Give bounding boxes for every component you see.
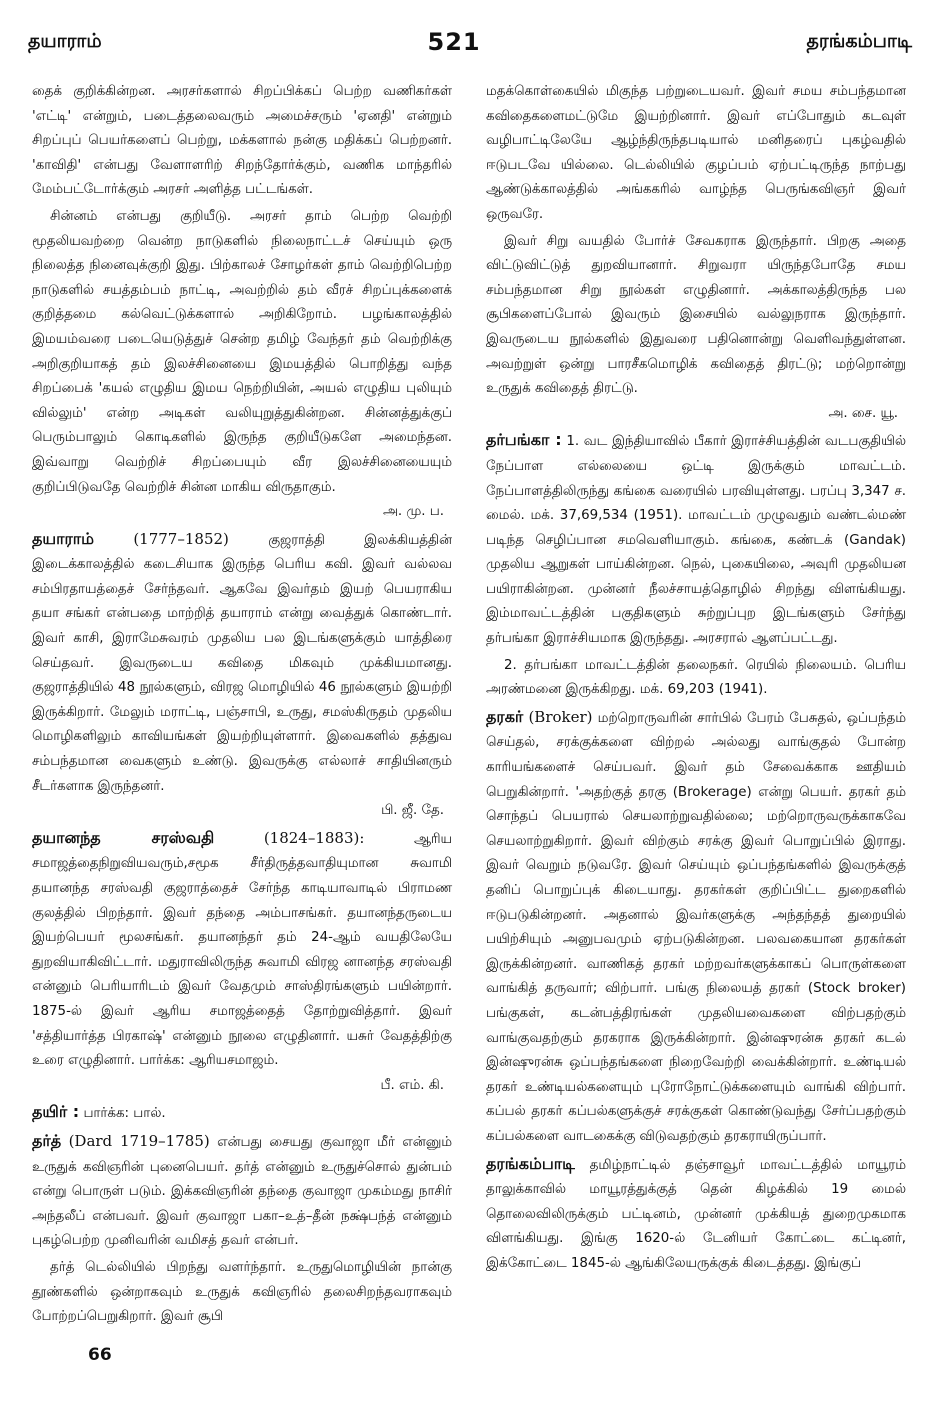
right-column (486, 80, 906, 1279)
header-right-guideword: தரங்கம்பாடி (806, 29, 912, 52)
entry-thayir (32, 1100, 452, 1127)
entry-headword: தர்த் (32, 1130, 62, 1150)
entry-dard (32, 1129, 452, 1254)
entry-dates: (1777–1852) (133, 529, 229, 548)
entry-latin-name: (Broker) (528, 707, 593, 726)
author-initials: பீ. எம். கி. (380, 1077, 444, 1093)
entry-body: பார்க்க: பால். (83, 1106, 166, 1122)
author-initials: அ. மு. ப. (383, 504, 444, 520)
entry-dayananda-saraswati (32, 826, 452, 1099)
entry-body: என்பது சையது குவாஜா மீர் என்னும் உருதுக் கவிஞரின் புனைபெயர். தர்த் என்னும் உருதுச்சொல் துன்பம் என்று பொருள் படும். இக்கவிஞரின் தந்தை குவாஜா முகம்மது நாசிர் அந்தலீப் என்பவர். இவர் குவாஜா பகா–உத்–தீன் நக்ஷ்பந்த் என்னும் புகழ்பெற்ற முனிவரின் வமிசத் தவர் என்பர். (32, 1134, 453, 1249)
paragraph (486, 230, 906, 427)
entry-body: ஆரிய சமாஜத்தைநிறுவியவரும்,சமூக சீர்திருத்தவாதியுமான சுவாமி தயானந்த சரஸ்வதி குஜராத்தைச் சேர்ந்த காடியாவாடில் பிராமண குலத்தில் பிறந்தார். இவர் தந்தை அம்பாசங்கர். தயானந்தருடைய இயற்பெயர் மூலசங்கர். தயானந்தர் தம் 24-ஆம் வயதிலேயே துறவியாகிவிட்டார். மதுராவிலிருந்த சுவாமி விரஜ னானந்த சரஸ்வதி என்னும் பெரியாரிடம் இவர் வேதமும் சாஸ்திரங்களும் பயின்றார். 1875-ல் இவர் ஆரிய சமாஜத்தைத் தோற்றுவித்தார். இவர் 'சத்தியார்த்த பிரகாஷ்' என்னும் நூலை எழுதினார். யசுர் வேதத்திற்கு உரை எழுதினார். பார்க்க: ஆரியசமாஜம். (32, 831, 453, 1069)
page-number: 521 (427, 28, 481, 56)
entry-headword: தர்பங்கா : (486, 430, 562, 450)
paragraph-text: இவர் சிறு வயதில் போர்ச் சேவகராக இருந்தார். பிறகு அதை விட்டுவிட்டுத் துறவியானார். சிறுவரா யிருந்தபோதே சமய சம்பந்தமான சிறு நூல்கள் எழுதினார். அக்காலத்திருந்த பல சூபிகளைப்போல் இவரும் இசையில் வல்லுநராக இருந்தார். இவருடைய நூல்களில் இதுவரை பதினொன்று வெளிவந்துள்ளன. அவற்றுள் ஒன்று பாரசீகமொழிக் கவிதைத் திரட்டு; மற்றொன்று உருதுக் கவிதைத் திரட்டு. (486, 233, 906, 397)
entry-dates: (1824–1883): (263, 828, 365, 847)
entry-headword: தரங்கம்பாடி (486, 1153, 575, 1173)
entry-body: 1. வட இந்தியாவில் பீகார் இராச்சியத்தின் வடபகுதியில் நேப்பாள எல்லையை ஒட்டி இருக்கும் மாவட்டம். நேப்பாளத்திலிருந்து கங்கை வரையில் பரவியுள்ளது. பரப்பு 3,347 ச. மைல். மக். 37,69,534 (1951). மாவட்டம் முழுவதும் வண்டல்மண் படிந்த செழிப்பான சமவெளியாகும். கங்கை, கண்டக் (Gandak) முதலிய ஆறுகள் பாய்கின்றன. நெல், புகையிலை, அவுரி முதலியன பயிராகின்றன. முன்னர் நீலச்சாயத்தொழில் சிறந்து விளங்கியது. இம்மாவட்டத்தின் பகுதிகளும் சுற்றுப்புற இடங்களும் சேர்ந்து தர்பங்கா இராச்சியமாக இருந்தது. அரசரால் ஆளப்பட்டது. (486, 434, 906, 647)
author-initials: பி. ஜீ. தே. (381, 803, 444, 819)
signature-number: 66 (88, 1345, 112, 1365)
entry-headword: தரகர் (486, 706, 524, 726)
entry-body: தமிழ்நாட்டில் தஞ்சாவூர் மாவட்டத்தில் மாயூரம் தாலுக்காவில் மாயூரத்துக்குத் தென் கிழக்கில் 19 மைல் தொலைவிலிருக்கும் பட்டினம், முன்னர் முக்கியத் துறைமுகமாக விளங்கியது. இங்கு 1620-ல் டேனியர் கோட்டை கட்டினர், இக்கோட்டை 1845-ல் ஆங்கிலேயருக்குக் கிடைத்தது. இங்குப் (486, 1157, 906, 1271)
author-initials: அ. சை. யூ. (828, 405, 898, 421)
entry-body: குஜராத்தி இலக்கியத்தின் இடைக்காலத்தில் கடைசியாக இருந்த பெரிய கவி. இவர் வல்லவ சம்பிரதாயத்தைச் சேர்ந்தவர். ஆகவே இவர்தம் இயற் பெயராகிய தயா சங்கர் என்பதை மாற்றித் தயாராம் என்று வைத்துக் கொண்டார். இவர் காசி, இராமேசுவரம் முதலிய பல இடங்களுக்கும் யாத்திரை செய்தவர். இவருடைய கவிதை மிகவும் முக்கியமானது. குஜராத்தியில் 48 நூல்களும், விரஜ மொழியில் 46 நூல்களும் இயற்றி இருக்கிறார். மேலும் மராட்டி, பஞ்சாபி, உருது, சமஸ்கிருதம் முதலிய மொழிகளிலும் காவியங்கள் இயற்றியுள்ளார். இவைகளில் தத்துவ சம்பந்தமான வைகளும் உண்டு. இவருக்கு எல்லாச் சாதியினரும் சீடர்களாக இருந்தனர். (32, 532, 452, 794)
paragraph: 2. தர்பங்கா மாவட்டத்தின் தலைநகர். ரெயில் நிலையம். பெரிய அரண்மனை இருக்கிறது. மக். 69,203 (1941). (486, 657, 906, 698)
entry-headword: தயிர் : (32, 1102, 80, 1122)
entry-headword: தயானந்த சரஸ்வதி (32, 827, 215, 847)
left-column (32, 80, 452, 1332)
entry-latin-name: (Dard 1719–1785) (68, 1131, 210, 1150)
header-left-guideword: தயாராம் (28, 29, 102, 52)
paragraph (32, 205, 452, 525)
entry-dayaram (32, 527, 452, 824)
entry-darbhanga (486, 428, 906, 651)
entry-broker (486, 705, 906, 1150)
entry-headword: தயாராம் (32, 528, 94, 548)
paragraph: தைக் குறிக்கின்றன. அரசர்களால் சிறப்பிக்கப் பெற்ற வணிகர்கள் 'எட்டி' என்றும், படைத்தலைவரும் அமைச்சரும் 'ஏனதி' என்றும் சிறப்புப் பெயர்களைப் பெற்று, மக்களால் நன்கு மதிக்கப் பெற்றனர். 'காவிதி' என்பது வேளாளரிற் சிறந்தோர்க்கும், வணிக மாந்தரில் மேம்பட்டோர்க்கும் அரசர் அளித்த பட்டங்கள். (32, 84, 452, 198)
paragraph: மதக்கொள்கையில் மிகுந்த பற்றுடையவர். இவர் சமய சம்பந்தமான கவிதைகளைமட்டுமே இயற்றினார். இவர் எப்போதும் கடவுள் வழிபாட்டிலேயே ஆழ்ந்திருந்தபடியால் மனிதரைப் புகழ்வதில் ஈடுபடவே யில்லை. டெல்லியில் குழப்பம் ஏற்பட்டிருந்த நாற்பது ஆண்டுக்காலத்தில் அங்ககரில் வாழ்ந்த பெருங்கவிஞர் இவர் ஒருவரே. (486, 84, 906, 222)
paragraph-text: சின்னம் என்பது குறியீடு. அரசர் தாம் பெற்ற வெற்றி மூதலியவற்றை வென்ற நாடுகளில் நிலைநாட்டச் செய்யும் ஒரு நிலைத்த நினைவுக்குறி இது. பிற்காலச் சோழர்கள் தாம் வெற்றிபெற்ற நாடுகளில் சயத்தம்பம் நாட்டி, அவற்றில் தம் வீரச் சிறப்புக்களைக் குறித்தமை கல்வெட்டுக்களால் அறிகிறோம். பழங்காலத்தில் இமயம்வரை படையெடுத்துச் சென்ற தமிழ் வேந்தர் தம் வெற்றிக்கு அறிகுறியாகத் தம் இலச்சினையை இமயத்தில் பொறித்து வந்த சிறப்பைக் 'கயல் எழுதிய இமய நெற்றியின், அயல் எழுதிய புலியும் வில்லும்' என்ற அடிகள் வலியுறுத்துகின்றன. சின்னத்துக்குப் பெரும்பாலும் கொடிகளில் இருந்த குறியீடுகளே அமைந்தன. இவ்வாறு வெற்றிச் சிறப்பையும் வீர இலச்சினையையும் குறிப்பிடுவதே வெற்றிச் சின்ன மாகிய விருதாகும். (32, 208, 452, 495)
page-header (28, 22, 912, 62)
entry-body: மற்றொருவரின் சார்பில் பேரம் பேசுதல், ஒப்பந்தம் செய்தல், சரக்குக்களை விற்றல் அல்லது வாங்குதல் போன்ற காரியங்களைச் செய்பவர். இவர் தம் சேவைக்காக ஊதியம் பெறுகின்றார். 'அதற்குத் தரகு (Brokerage) என்று பெயர். தரகர் தம் சொந்தப் பெயரால் செயலாற்றுவதில்லை; மற்றொருவருக்காகவே செயலாற்றுகிறார். இவர் விற்கும் சரக்கு இவர் பொறுப்பில் இராது. இவர் வெறும் நடுவரே. இவர் செய்யும் ஒப்பந்தங்களில் இவருக்குத் தனிப் பொறுப்புக் கிடையாது. தரகர்கள் குறிப்பிட்ட துறைகளில் ஈடுபடுகின்றனர். அதனால் இவர்களுக்கு அந்தந்தத் துறையில் பயிற்சியும் அனுபவமும் ஏற்படுகின்றன. பலவகையான தரகர்கள் இருக்கின்றனர். வாணிகத் தரகர் மற்றவர்களுக்காகப் பொருள்களை வாங்கித் தருவார்; விற்பார். பங்கு நிலையத் தரகர் (Stock broker) பங்குகள், கடன்பத்திரங்கள் முதலியவைகளை விற்பதற்கும் வாங்குவதற்கும் தரகராக இருக்கின்றார். இன்ஷுரன்சு தரகர் கடல் இன்ஷுரன்சு ஒப்பந்தங்களை நிறைவேற்றி வைக்கின்றார். உண்டியல் தரகர் உண்டியல்களையும் புரோநோட்டுக்களையும் வாங்கி விற்பார். கப்பல் தரகர் கப்பல்களுக்குச் சரக்குகள் கொண்டுவந்து சேர்ப்பதற்கும் கப்பல்களை வாடகைக்கு விடுவதற்கும் தரகராயிருப்பார். (486, 710, 906, 1144)
paragraph: தர்த் டெல்லியில் பிறந்து வளர்ந்தார். உருதுமொழியின் நான்கு தூண்களில் ஒன்றாகவும் உருதுக் கவிஞரில் தலைசிறந்தவராகவும் போற்றப்பெறுகிறார். இவர் சூபி (32, 1259, 452, 1325)
entry-tharangambadi (486, 1152, 906, 1277)
